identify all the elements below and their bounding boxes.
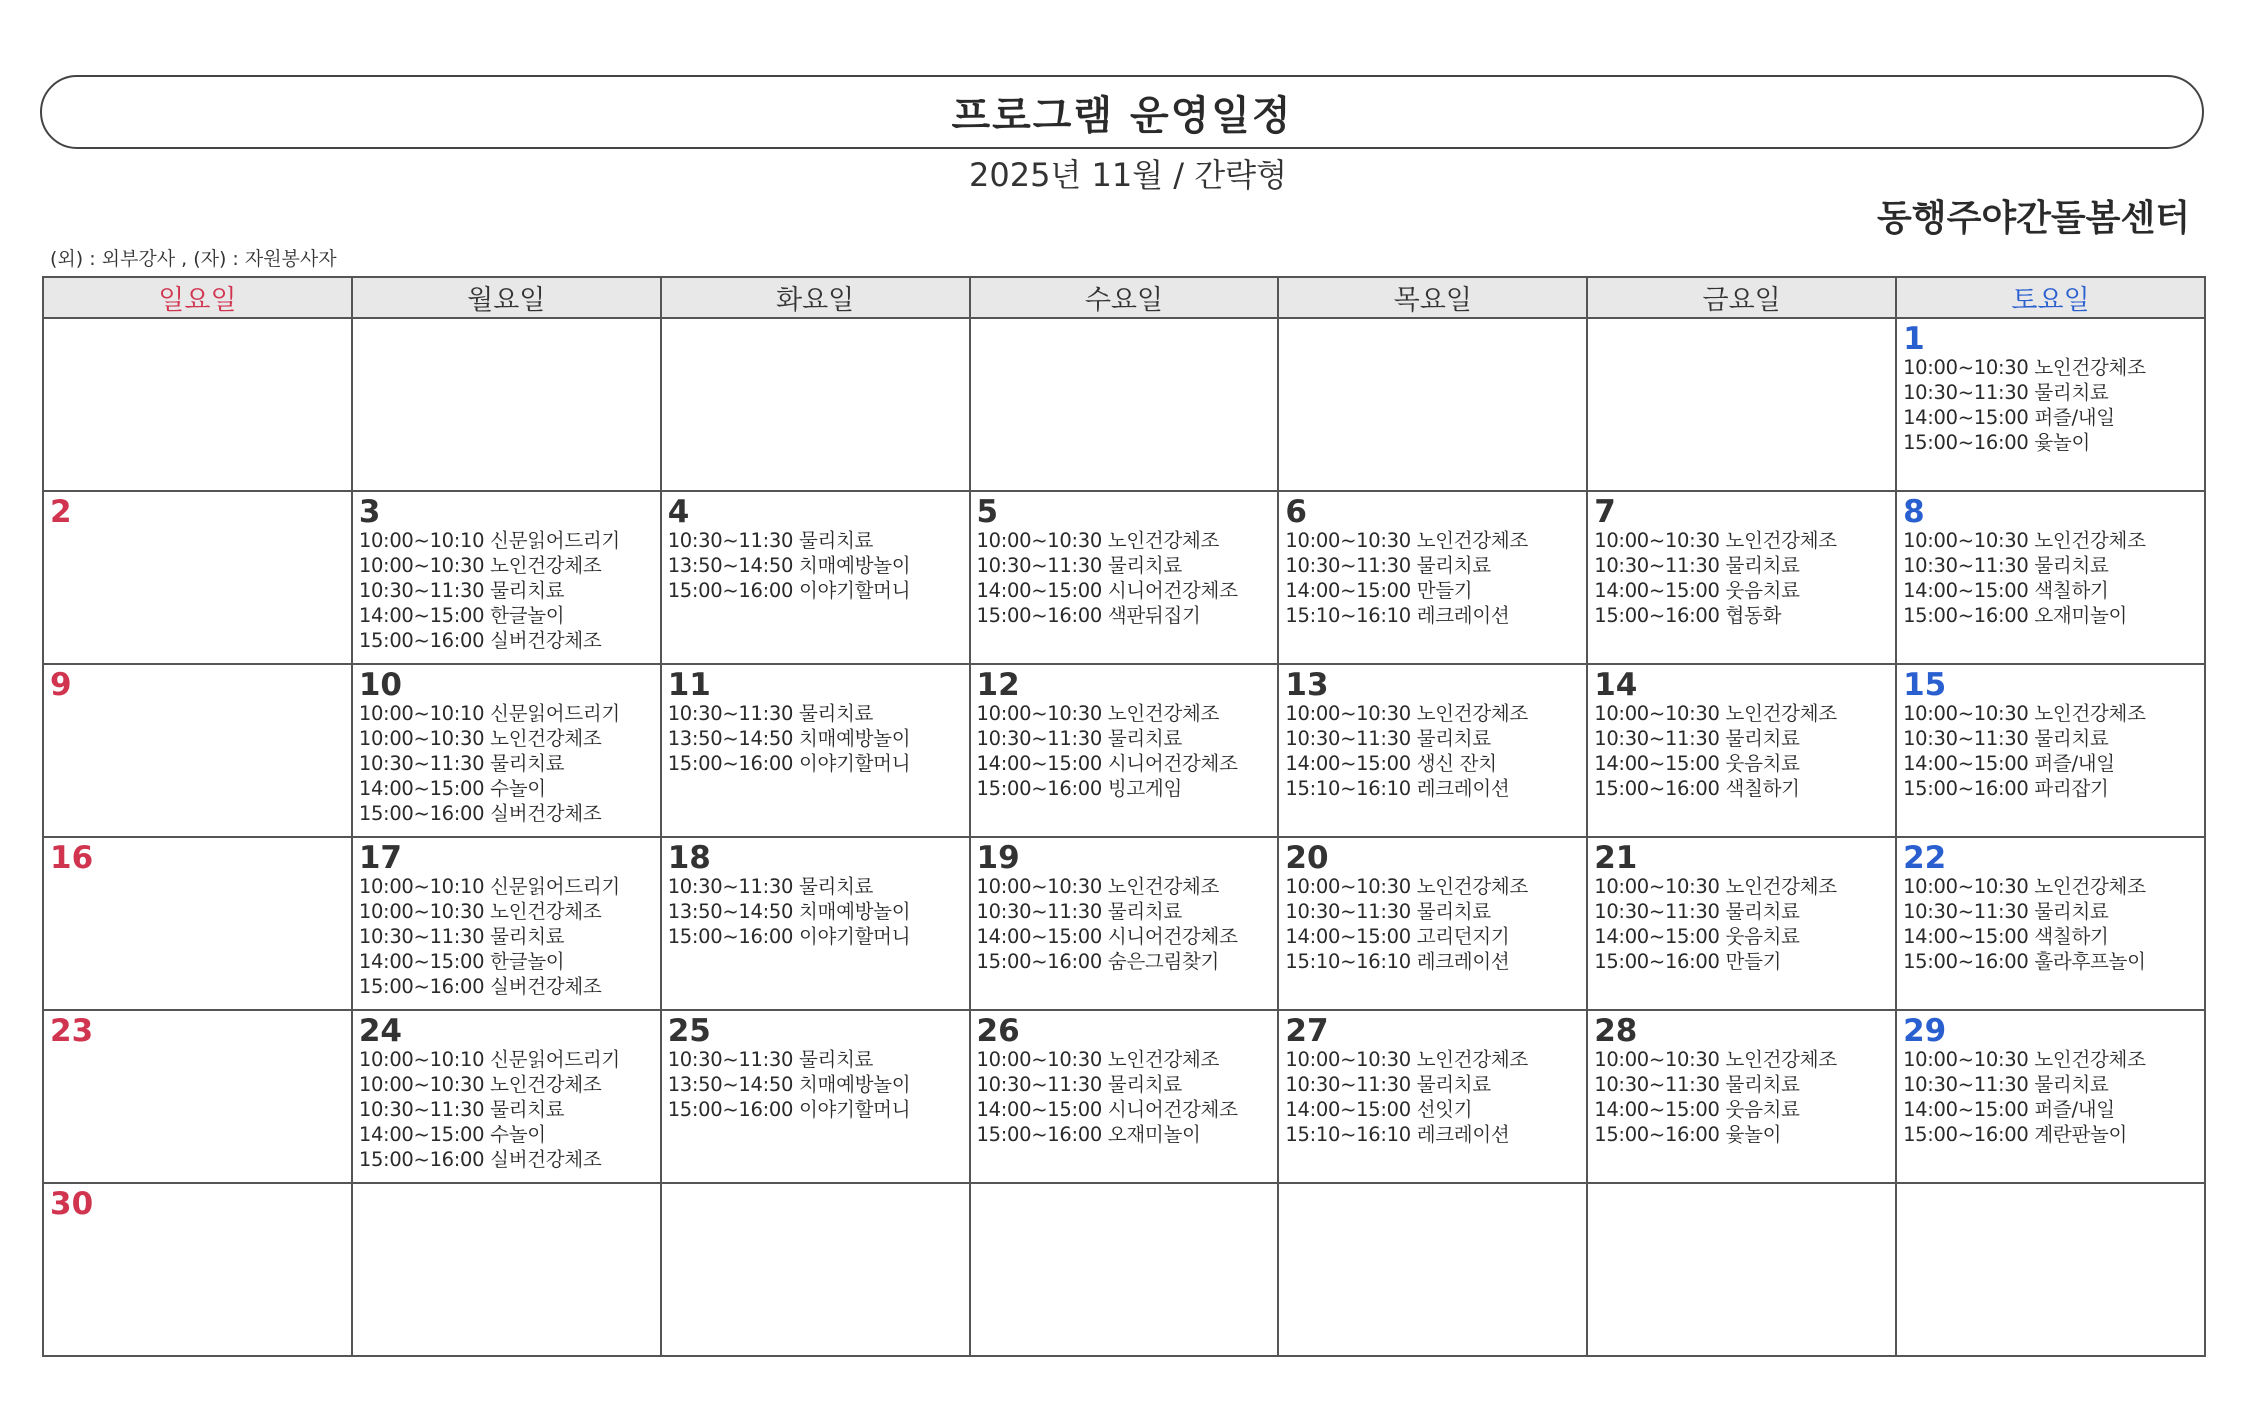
event-item: 10:30~11:30 물리치료	[358, 579, 565, 602]
event-item: 10:00~10:30 노인건강체조	[1594, 875, 1837, 898]
event-item: 14:00~15:00 수놀이	[358, 777, 546, 800]
event-item: 10:30~11:30 물리치료	[976, 900, 1183, 923]
event-item: 10:00~10:30 노인건강체조	[1594, 529, 1837, 552]
calendar-table	[42, 276, 2206, 1357]
event-item: 15:00~16:00 실버건강체조	[358, 1148, 602, 1171]
day-cell	[1587, 837, 1896, 1010]
event-item: 15:00~16:00 색칠하기	[1594, 777, 1800, 800]
event-item: 10:30~11:30 물리치료	[667, 529, 874, 552]
day-number: 4	[667, 494, 690, 530]
event-item: 10:00~10:10 신문읽어드리기	[358, 529, 620, 552]
event-list	[977, 1047, 1278, 1147]
event-item: 15:00~16:00 오재미놀이	[1903, 604, 2128, 627]
event-item: 15:00~16:00 실버건강체조	[358, 975, 602, 998]
day-number: 28	[1594, 1013, 1638, 1049]
day-cell	[661, 1010, 970, 1183]
event-item: 10:30~11:30 물리치료	[976, 1073, 1183, 1096]
event-item: 10:30~11:30 물리치료	[1285, 727, 1491, 750]
day-cell	[352, 837, 661, 1010]
weekday-header-wednesday: 수요일	[970, 277, 1279, 318]
event-list	[1594, 701, 1895, 801]
event-item: 15:10~16:10 레크레이션	[1285, 777, 1510, 800]
event-list	[1285, 1047, 1586, 1147]
event-item: 15:00~16:00 숨은그림찾기	[976, 950, 1220, 973]
day-cell	[1896, 491, 2205, 664]
event-list	[1285, 528, 1586, 628]
day-cell	[352, 1183, 661, 1356]
event-item: 10:00~10:30 노인건강체조	[358, 900, 602, 923]
day-cell	[970, 837, 1279, 1010]
event-item: 14:00~15:00 시니어건강체조	[976, 925, 1238, 948]
event-item: 14:00~15:00 웃음치료	[1594, 752, 1800, 775]
event-item: 10:00~10:30 노인건강체조	[976, 1048, 1220, 1071]
event-item: 10:30~11:30 물리치료	[358, 752, 565, 775]
event-list	[1903, 528, 2204, 628]
week-row	[43, 837, 2205, 1010]
day-cell	[1896, 318, 2205, 491]
event-item: 10:30~11:30 물리치료	[667, 1048, 874, 1071]
day-number: 10	[358, 667, 402, 703]
day-number: 9	[50, 667, 72, 703]
day-cell	[43, 318, 352, 491]
event-item: 15:00~16:00 협동화	[1594, 604, 1782, 627]
event-list	[1285, 701, 1586, 801]
day-number: 15	[1903, 667, 1947, 703]
event-item: 15:00~16:00 실버건강체조	[358, 802, 602, 825]
day-cell	[1278, 1010, 1587, 1183]
event-item: 10:30~11:30 물리치료	[358, 1098, 565, 1121]
event-list	[668, 701, 969, 776]
event-item: 10:30~11:30 물리치료	[1285, 1073, 1491, 1096]
event-item: 14:00~15:00 색칠하기	[1903, 925, 2109, 948]
day-number: 22	[1903, 840, 1947, 876]
day-number: 12	[976, 667, 1020, 703]
event-item: 15:00~16:00 이야기할머니	[667, 925, 911, 948]
event-item: 10:30~11:30 물리치료	[1594, 554, 1800, 577]
event-list	[359, 874, 660, 999]
day-cell	[1278, 664, 1587, 837]
day-cell	[1278, 318, 1587, 491]
week-row	[43, 1010, 2205, 1183]
event-item: 15:10~16:10 레크레이션	[1285, 1123, 1510, 1146]
day-cell	[1278, 837, 1587, 1010]
day-cell	[352, 1010, 661, 1183]
day-cell	[1896, 664, 2205, 837]
event-item: 10:00~10:10 신문읽어드리기	[358, 702, 620, 725]
event-list	[1285, 874, 1586, 974]
event-item: 14:00~15:00 웃음치료	[1594, 925, 1800, 948]
event-item: 14:00~15:00 시니어건강체조	[976, 579, 1238, 602]
day-cell	[1278, 1183, 1587, 1356]
event-item: 10:00~10:30 노인건강체조	[358, 554, 602, 577]
day-number: 24	[358, 1013, 402, 1049]
day-cell	[1587, 1010, 1896, 1183]
event-list	[359, 1047, 660, 1172]
event-item: 10:30~11:30 물리치료	[1903, 1073, 2109, 1096]
day-cell	[1587, 318, 1896, 491]
day-cell	[1587, 1183, 1896, 1356]
day-number: 27	[1285, 1013, 1329, 1049]
event-item: 10:00~10:10 신문읽어드리기	[358, 1048, 620, 1071]
week-row	[43, 491, 2205, 664]
event-item: 13:50~14:50 치매예방놀이	[667, 727, 911, 750]
day-cell	[661, 837, 970, 1010]
event-item: 10:00~10:30 노인건강체조	[1594, 1048, 1837, 1071]
event-item: 15:00~16:00 계란판놀이	[1903, 1123, 2128, 1146]
event-item: 14:00~15:00 퍼즐/내일	[1903, 752, 2115, 775]
event-item: 14:00~15:00 생신 잔치	[1285, 752, 1497, 775]
event-item: 10:00~10:30 노인건강체조	[1285, 702, 1528, 725]
event-list	[359, 528, 660, 653]
title-banner	[40, 75, 2204, 149]
day-cell	[661, 491, 970, 664]
day-cell	[1896, 837, 2205, 1010]
event-list	[1903, 1047, 2204, 1147]
event-list	[668, 874, 969, 949]
page-title: 프로그램 운영일정	[951, 92, 1293, 139]
event-item: 10:30~11:30 물리치료	[1594, 727, 1800, 750]
day-cell	[43, 491, 352, 664]
day-cell	[1278, 491, 1587, 664]
day-number: 23	[50, 1013, 94, 1049]
event-item: 10:00~10:30 노인건강체조	[976, 875, 1220, 898]
event-item: 10:00~10:30 노인건강체조	[1903, 356, 2146, 379]
day-cell	[352, 491, 661, 664]
event-item: 10:30~11:30 물리치료	[358, 925, 565, 948]
day-number: 25	[667, 1013, 711, 1049]
event-item: 10:00~10:30 노인건강체조	[1285, 529, 1528, 552]
event-item: 14:00~15:00 한글놀이	[358, 604, 565, 627]
weekday-header-sunday: 일요일	[43, 277, 352, 318]
event-item: 10:30~11:30 물리치료	[1594, 1073, 1800, 1096]
event-item: 15:00~16:00 만들기	[1594, 950, 1782, 973]
event-item: 10:00~10:10 신문읽어드리기	[358, 875, 620, 898]
event-item: 10:00~10:30 노인건강체조	[1285, 875, 1528, 898]
event-item: 10:00~10:30 노인건강체조	[1594, 702, 1837, 725]
event-item: 14:00~15:00 수놀이	[358, 1123, 546, 1146]
day-cell	[1587, 664, 1896, 837]
event-item: 13:50~14:50 치매예방놀이	[667, 1073, 911, 1096]
event-item: 14:00~15:00 시니어건강체조	[976, 1098, 1238, 1121]
weekday-header-tuesday: 화요일	[661, 277, 970, 318]
event-item: 10:30~11:30 물리치료	[1285, 554, 1491, 577]
day-cell	[661, 664, 970, 837]
day-number: 14	[1594, 667, 1638, 703]
event-item: 10:00~10:30 노인건강체조	[358, 1073, 602, 1096]
week-row	[43, 1183, 2205, 1356]
day-cell	[352, 664, 661, 837]
day-cell	[43, 837, 352, 1010]
day-cell	[970, 1010, 1279, 1183]
event-list	[1594, 1047, 1895, 1147]
day-number: 8	[1903, 494, 1925, 530]
day-cell	[43, 1183, 352, 1356]
event-item: 10:30~11:30 물리치료	[1903, 727, 2109, 750]
day-cell	[970, 318, 1279, 491]
event-item: 15:00~16:00 윷놀이	[1903, 431, 2091, 454]
event-list	[977, 874, 1278, 974]
event-item: 14:00~15:00 퍼즐/내일	[1903, 406, 2115, 429]
event-item: 10:00~10:30 노인건강체조	[976, 529, 1220, 552]
event-item: 15:00~16:00 파리잡기	[1903, 777, 2109, 800]
day-number: 17	[358, 840, 402, 876]
day-cell	[970, 491, 1279, 664]
event-item: 14:00~15:00 퍼즐/내일	[1903, 1098, 2115, 1121]
event-item: 10:00~10:30 노인건강체조	[976, 702, 1220, 725]
event-item: 15:00~16:00 실버건강체조	[358, 629, 602, 652]
event-item: 10:30~11:30 물리치료	[667, 702, 874, 725]
week-row	[43, 664, 2205, 837]
event-list	[668, 528, 969, 603]
event-item: 10:30~11:30 물리치료	[1903, 900, 2109, 923]
event-item: 15:00~16:00 이야기할머니	[667, 579, 911, 602]
event-item: 10:30~11:30 물리치료	[1285, 900, 1491, 923]
day-number: 13	[1285, 667, 1329, 703]
event-item: 14:00~15:00 시니어건강체조	[976, 752, 1238, 775]
day-cell	[661, 1183, 970, 1356]
event-list	[977, 528, 1278, 628]
event-item: 10:30~11:30 물리치료	[1903, 554, 2109, 577]
event-item: 10:30~11:30 물리치료	[1903, 381, 2109, 404]
event-item: 10:30~11:30 물리치료	[976, 727, 1183, 750]
page-subtitle: 2025년 11월 / 간략형	[968, 156, 1287, 194]
event-item: 13:50~14:50 치매예방놀이	[667, 554, 911, 577]
event-item: 15:00~16:00 오재미놀이	[976, 1123, 1201, 1146]
day-cell	[352, 318, 661, 491]
event-item: 10:00~10:30 노인건강체조	[1903, 1048, 2146, 1071]
week-row	[43, 318, 2205, 491]
event-item: 14:00~15:00 고리던지기	[1285, 925, 1510, 948]
weekday-header-saturday: 토요일	[1896, 277, 2205, 318]
center-name: 동행주야간돌봄센터	[1877, 198, 2190, 239]
event-list	[668, 1047, 969, 1122]
event-item: 10:00~10:30 노인건강체조	[1285, 1048, 1528, 1071]
calendar-body	[43, 318, 2205, 1356]
event-item: 10:30~11:30 물리치료	[1594, 900, 1800, 923]
legend-note: (외) : 외부강사 , (자) : 자원봉사자	[50, 248, 337, 270]
event-item: 14:00~15:00 선잇기	[1285, 1098, 1473, 1121]
event-item: 14:00~15:00 색칠하기	[1903, 579, 2109, 602]
day-number: 6	[1285, 494, 1307, 530]
event-item: 15:00~16:00 빙고게임	[976, 777, 1183, 800]
event-item: 14:00~15:00 웃음치료	[1594, 579, 1800, 602]
event-item: 10:00~10:30 노인건강체조	[1903, 529, 2146, 552]
event-list	[1594, 874, 1895, 974]
event-list	[359, 701, 660, 826]
event-item: 14:00~15:00 한글놀이	[358, 950, 565, 973]
day-cell	[43, 1010, 352, 1183]
event-item: 15:00~16:00 이야기할머니	[667, 752, 911, 775]
day-number: 16	[50, 840, 94, 876]
weekday-header-friday: 금요일	[1587, 277, 1896, 318]
day-number: 26	[976, 1013, 1020, 1049]
event-item: 15:10~16:10 레크레이션	[1285, 604, 1510, 627]
event-item: 15:00~16:00 색판뒤집기	[976, 604, 1201, 627]
event-item: 13:50~14:50 치매예방놀이	[667, 900, 911, 923]
event-list	[1903, 874, 2204, 974]
day-number: 3	[358, 494, 381, 530]
day-cell	[970, 664, 1279, 837]
event-item: 10:00~10:30 노인건강체조	[358, 727, 602, 750]
event-list	[1903, 355, 2204, 455]
day-number: 2	[50, 494, 72, 530]
event-item: 15:00~16:00 훌라후프놀이	[1903, 950, 2146, 973]
event-list	[1594, 528, 1895, 628]
day-number: 18	[667, 840, 711, 876]
weekday-header-row	[43, 277, 2205, 318]
event-item: 14:00~15:00 만들기	[1285, 579, 1473, 602]
weekday-header-thursday: 목요일	[1278, 277, 1587, 318]
day-number: 7	[1594, 494, 1616, 530]
event-item: 14:00~15:00 웃음치료	[1594, 1098, 1800, 1121]
event-list	[977, 701, 1278, 801]
day-cell	[1587, 491, 1896, 664]
day-cell	[1896, 1183, 2205, 1356]
day-number: 1	[1903, 321, 1925, 357]
day-number: 11	[667, 667, 711, 703]
day-cell	[661, 318, 970, 491]
day-number: 19	[976, 840, 1020, 876]
day-number: 29	[1903, 1013, 1947, 1049]
day-number: 30	[50, 1186, 94, 1222]
day-cell	[1896, 1010, 2205, 1183]
day-number: 5	[976, 494, 999, 530]
weekday-header-monday: 월요일	[352, 277, 661, 318]
event-item: 15:10~16:10 레크레이션	[1285, 950, 1510, 973]
event-list	[1903, 701, 2204, 801]
event-item: 10:00~10:30 노인건강체조	[1903, 875, 2146, 898]
event-item: 10:00~10:30 노인건강체조	[1903, 702, 2146, 725]
day-number: 21	[1594, 840, 1638, 876]
event-item: 15:00~16:00 이야기할머니	[667, 1098, 911, 1121]
event-item: 10:30~11:30 물리치료	[667, 875, 874, 898]
day-cell	[43, 664, 352, 837]
day-number: 20	[1285, 840, 1329, 876]
day-cell	[970, 1183, 1279, 1356]
event-item: 15:00~16:00 윷놀이	[1594, 1123, 1782, 1146]
event-item: 10:30~11:30 물리치료	[976, 554, 1183, 577]
